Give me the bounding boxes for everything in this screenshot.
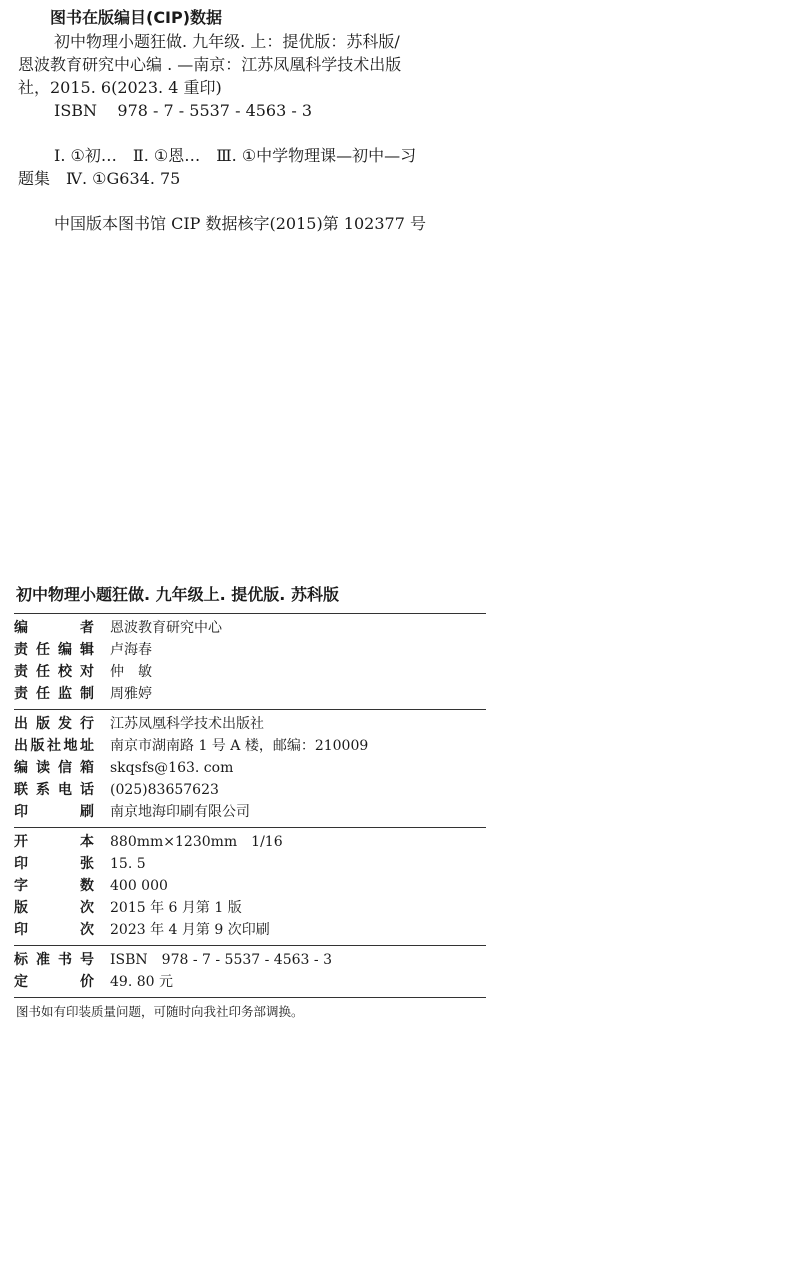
imprint-row [14, 661, 486, 683]
imprint-row [14, 831, 486, 853]
cip-isbn-value: 978 - 7 - 5537 - 4563 - 3 [117, 101, 313, 120]
cip-number: 中国版本图书馆 CIP 数据核字(2015)第 102377 号 [54, 214, 426, 233]
imprint-value: 400 000 [110, 878, 168, 894]
imprint-label: 定 价 [14, 974, 94, 990]
cip-record-line-3: 社，2015. 6(2023. 4 重印) [18, 78, 222, 97]
imprint-label: 印 刷 [14, 804, 94, 820]
imprint-groups [14, 613, 486, 998]
imprint-row [14, 735, 486, 757]
imprint-row [14, 683, 486, 705]
imprint-label: 编 读 信 箱 [14, 760, 94, 776]
cip-block [18, 6, 488, 235]
cip-heading: 图书在版编目(CIP)数据 [50, 8, 223, 27]
imprint-label: 联 系 电 话 [14, 782, 94, 798]
imprint-value: ISBN 978 - 7 - 5537 - 4563 - 3 [110, 952, 332, 968]
imprint-value: 江苏凤凰科学技术出版社 [110, 716, 264, 732]
imprint-row [14, 801, 486, 823]
divider-rule [14, 945, 486, 946]
imprint-row [14, 639, 486, 661]
divider-rule [14, 827, 486, 828]
imprint-label: 印 张 [14, 856, 94, 872]
imprint-value: 卢海春 [110, 642, 152, 658]
imprint-row [14, 875, 486, 897]
imprint-value: 南京市湖南路 1 号 A 楼，邮编：210009 [110, 738, 369, 754]
imprint-value: skqsfs@163. com [110, 760, 234, 776]
imprint-row [14, 897, 486, 919]
cip-subjects-line-2: 题集 Ⅳ. ①G634. 75 [18, 169, 181, 188]
imprint-value: 周雅婷 [110, 686, 152, 702]
imprint-value: 2023 年 4 月第 9 次印刷 [110, 922, 270, 938]
cip-record-line-2: 恩波教育研究中心编 . —南京：江苏凤凰科学技术出版 [18, 55, 402, 74]
imprint-value: 880mm×1230mm 1/16 [110, 834, 283, 850]
book-title: 初中物理小题狂做. 九年级上. 提优版. 苏科版 [16, 585, 339, 604]
cip-record-line-1: 初中物理小题狂做. 九年级. 上：提优版：苏科版/ [54, 32, 400, 51]
quality-note: 图书如有印装质量问题，可随时向我社印务部调换。 [16, 1004, 304, 1019]
imprint-value: 南京地海印刷有限公司 [110, 804, 250, 820]
imprint-value: (025)83657623 [110, 782, 219, 798]
imprint-row [14, 919, 486, 941]
imprint-label: 印 次 [14, 922, 94, 938]
imprint-label: 责 任 编 辑 [14, 642, 94, 658]
imprint-row [14, 617, 486, 639]
imprint-label: 字 数 [14, 878, 94, 894]
cip-isbn [18, 99, 488, 122]
imprint-label: 出 版 发 行 [14, 716, 94, 732]
imprint-value: 2015 年 6 月第 1 版 [110, 900, 242, 916]
imprint-row [14, 779, 486, 801]
imprint-value: 恩波教育研究中心 [110, 620, 222, 636]
cip-subjects-line-1: Ⅰ. ①初… Ⅱ. ①恩… Ⅲ. ①中学物理课—初中—习 [54, 146, 417, 165]
divider-rule [14, 613, 486, 614]
divider-rule [14, 997, 486, 998]
imprint-value: 仲 敏 [110, 664, 152, 680]
imprint-value: 49. 80 元 [110, 974, 173, 990]
imprint-label: 编 者 [14, 620, 94, 636]
imprint-row [14, 713, 486, 735]
imprint-row [14, 971, 486, 993]
imprint-row [14, 757, 486, 779]
imprint-label: 版 次 [14, 900, 94, 916]
imprint-label: 开 本 [14, 834, 94, 850]
imprint-row [14, 853, 486, 875]
imprint-value: 15. 5 [110, 856, 146, 872]
imprint-block [14, 583, 486, 1022]
imprint-label: 出 版 社 地 址 [14, 738, 94, 754]
imprint-label: 标 准 书 号 [14, 952, 94, 968]
imprint-label: 责 任 校 对 [14, 664, 94, 680]
imprint-row [14, 949, 486, 971]
imprint-label: 责 任 监 制 [14, 686, 94, 702]
cip-isbn-label: ISBN [54, 101, 98, 120]
divider-rule [14, 709, 486, 710]
